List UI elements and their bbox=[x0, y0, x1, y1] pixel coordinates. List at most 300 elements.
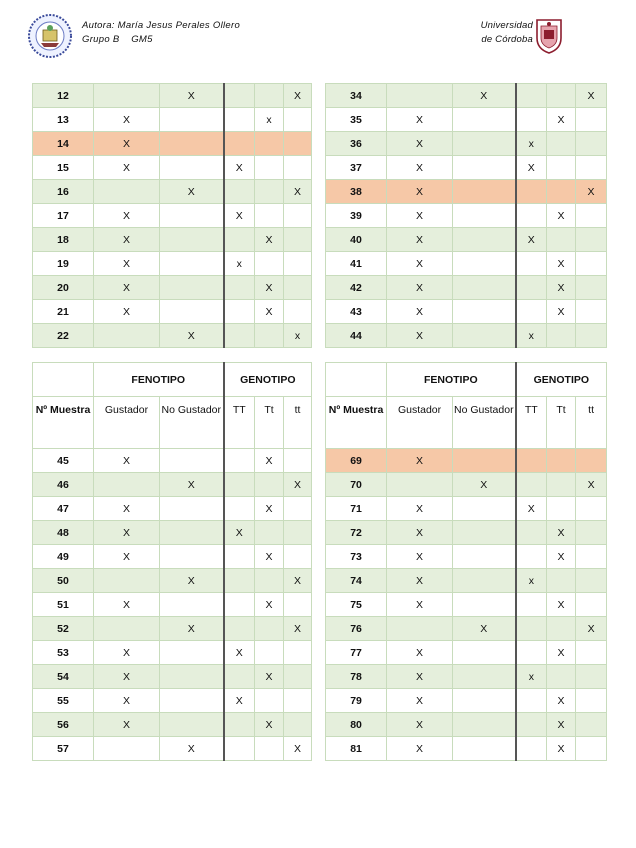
column-separator bbox=[312, 204, 326, 228]
Tt-cell: X bbox=[255, 449, 284, 473]
sample-number-cell: 70 bbox=[326, 473, 387, 497]
tt-cell bbox=[576, 276, 607, 300]
tt-cell bbox=[284, 593, 312, 617]
header-blank-cell bbox=[33, 363, 94, 397]
TT-cell: X bbox=[516, 228, 547, 252]
no-gustador-cell: X bbox=[160, 473, 224, 497]
TT-cell: x bbox=[516, 132, 547, 156]
col-header-TT: TT bbox=[224, 397, 255, 449]
col-header-gustador: Gustador bbox=[94, 397, 160, 449]
gustador-cell bbox=[94, 84, 160, 108]
tt-cell: X bbox=[284, 617, 312, 641]
gustador-cell: X bbox=[94, 300, 160, 324]
tt-cell bbox=[284, 228, 312, 252]
gustador-cell: X bbox=[94, 276, 160, 300]
no-gustador-cell: X bbox=[160, 617, 224, 641]
Tt-cell: X bbox=[547, 713, 576, 737]
sample-number-cell: 18 bbox=[33, 228, 94, 252]
no-gustador-cell bbox=[160, 228, 224, 252]
Tt-cell: X bbox=[255, 300, 284, 324]
Tt-cell: X bbox=[547, 593, 576, 617]
sample-number-cell: 72 bbox=[326, 521, 387, 545]
sample-number-cell: 40 bbox=[326, 228, 387, 252]
gustador-cell: X bbox=[94, 545, 160, 569]
gustador-cell: X bbox=[387, 228, 453, 252]
no-gustador-cell bbox=[453, 132, 516, 156]
university-line-1: Universidad bbox=[480, 20, 533, 31]
column-separator bbox=[312, 665, 326, 689]
Tt-cell bbox=[547, 180, 576, 204]
tt-cell: X bbox=[284, 473, 312, 497]
table-row bbox=[33, 300, 607, 324]
tt-cell bbox=[284, 252, 312, 276]
no-gustador-cell bbox=[453, 737, 516, 761]
Tt-cell bbox=[547, 665, 576, 689]
sample-number-cell: 49 bbox=[33, 545, 94, 569]
no-gustador-cell bbox=[453, 228, 516, 252]
school-seal-logo bbox=[27, 13, 73, 59]
university-crest-logo bbox=[535, 16, 563, 54]
gustador-cell: X bbox=[387, 276, 453, 300]
tt-cell bbox=[576, 521, 607, 545]
university-line-2: de Córdoba bbox=[481, 34, 533, 45]
no-gustador-cell bbox=[160, 156, 224, 180]
gustador-cell: X bbox=[387, 689, 453, 713]
gustador-cell bbox=[94, 737, 160, 761]
column-separator bbox=[312, 689, 326, 713]
gustador-cell bbox=[94, 569, 160, 593]
fenotipo-header: FENOTIPO bbox=[387, 363, 516, 397]
no-gustador-cell bbox=[160, 521, 224, 545]
no-gustador-cell bbox=[453, 108, 516, 132]
sample-number-cell: 13 bbox=[33, 108, 94, 132]
tt-cell bbox=[284, 300, 312, 324]
TT-cell bbox=[516, 252, 547, 276]
TT-cell: x bbox=[516, 665, 547, 689]
tt-cell bbox=[576, 252, 607, 276]
tt-cell bbox=[576, 449, 607, 473]
TT-cell: x bbox=[516, 324, 547, 348]
sample-number-cell: 15 bbox=[33, 156, 94, 180]
gustador-cell: X bbox=[387, 449, 453, 473]
tt-cell bbox=[576, 108, 607, 132]
TT-cell bbox=[516, 180, 547, 204]
no-gustador-cell bbox=[453, 252, 516, 276]
sample-number-cell: 41 bbox=[326, 252, 387, 276]
tt-cell bbox=[576, 156, 607, 180]
TT-cell bbox=[516, 108, 547, 132]
TT-cell bbox=[224, 228, 255, 252]
no-gustador-cell bbox=[160, 252, 224, 276]
sample-number-cell: 45 bbox=[33, 449, 94, 473]
gustador-cell: X bbox=[94, 132, 160, 156]
sample-number-cell: 69 bbox=[326, 449, 387, 473]
TT-cell bbox=[516, 449, 547, 473]
gustador-cell: X bbox=[387, 252, 453, 276]
sample-number-cell: 79 bbox=[326, 689, 387, 713]
genotipo-header: GENOTIPO bbox=[516, 363, 607, 397]
gustador-cell: X bbox=[387, 204, 453, 228]
Tt-cell: x bbox=[255, 108, 284, 132]
no-gustador-cell bbox=[160, 300, 224, 324]
Tt-cell bbox=[547, 569, 576, 593]
gustador-cell: X bbox=[94, 497, 160, 521]
gustador-cell: X bbox=[94, 156, 160, 180]
table-row bbox=[33, 713, 607, 737]
tt-cell bbox=[284, 156, 312, 180]
TT-cell bbox=[516, 593, 547, 617]
table-row bbox=[33, 132, 607, 156]
Tt-cell: X bbox=[547, 204, 576, 228]
tt-cell: X bbox=[284, 569, 312, 593]
TT-cell bbox=[224, 665, 255, 689]
no-gustador-cell bbox=[160, 713, 224, 737]
Tt-cell bbox=[547, 156, 576, 180]
TT-cell bbox=[224, 84, 255, 108]
column-separator bbox=[312, 569, 326, 593]
table-row bbox=[33, 521, 607, 545]
table-row bbox=[33, 449, 607, 473]
sample-number-cell: 37 bbox=[326, 156, 387, 180]
table-row bbox=[33, 665, 607, 689]
TT-cell bbox=[516, 545, 547, 569]
TT-cell bbox=[224, 497, 255, 521]
sample-number-cell: 43 bbox=[326, 300, 387, 324]
tt-cell bbox=[284, 108, 312, 132]
Tt-cell: X bbox=[255, 713, 284, 737]
col-header-no-gustador: No Gustador bbox=[160, 397, 224, 449]
col-header-tt: tt bbox=[576, 397, 607, 449]
TT-cell bbox=[224, 617, 255, 641]
gustador-cell bbox=[94, 180, 160, 204]
sample-number-cell: 42 bbox=[326, 276, 387, 300]
column-separator bbox=[312, 641, 326, 665]
sample-number-cell: 50 bbox=[33, 569, 94, 593]
no-gustador-cell bbox=[160, 132, 224, 156]
TT-cell: X bbox=[516, 497, 547, 521]
tt-cell: X bbox=[576, 473, 607, 497]
column-separator bbox=[312, 737, 326, 761]
TT-cell bbox=[224, 108, 255, 132]
Tt-cell bbox=[255, 521, 284, 545]
TT-cell bbox=[516, 276, 547, 300]
column-separator bbox=[312, 497, 326, 521]
TT-cell bbox=[224, 713, 255, 737]
Tt-cell: X bbox=[255, 497, 284, 521]
column-separator bbox=[312, 180, 326, 204]
fenotipo-header: FENOTIPO bbox=[94, 363, 224, 397]
sample-number-cell: 21 bbox=[33, 300, 94, 324]
tt-cell: X bbox=[284, 737, 312, 761]
no-gustador-cell: X bbox=[160, 84, 224, 108]
TT-cell: x bbox=[516, 569, 547, 593]
sample-number-cell: 76 bbox=[326, 617, 387, 641]
gustador-cell: X bbox=[94, 641, 160, 665]
no-gustador-cell bbox=[160, 204, 224, 228]
sample-number-cell: 38 bbox=[326, 180, 387, 204]
university-name bbox=[481, 19, 533, 47]
Tt-cell: X bbox=[547, 108, 576, 132]
gustador-cell bbox=[94, 324, 160, 348]
Tt-cell: X bbox=[547, 737, 576, 761]
gustador-cell: X bbox=[387, 156, 453, 180]
tt-cell bbox=[576, 713, 607, 737]
gustador-cell: X bbox=[387, 180, 453, 204]
sample-number-cell: 54 bbox=[33, 665, 94, 689]
no-gustador-cell bbox=[453, 665, 516, 689]
Tt-cell bbox=[255, 132, 284, 156]
tt-cell bbox=[284, 713, 312, 737]
col-header-Tt: Tt bbox=[547, 397, 576, 449]
TT-cell bbox=[516, 204, 547, 228]
no-gustador-cell bbox=[453, 521, 516, 545]
gustador-cell: X bbox=[387, 497, 453, 521]
TT-cell bbox=[224, 276, 255, 300]
Tt-cell bbox=[547, 132, 576, 156]
sample-number-cell: 73 bbox=[326, 545, 387, 569]
sample-number-cell: 80 bbox=[326, 713, 387, 737]
Tt-cell: X bbox=[547, 252, 576, 276]
sample-number-cell: 81 bbox=[326, 737, 387, 761]
gustador-cell bbox=[387, 617, 453, 641]
tt-cell bbox=[284, 204, 312, 228]
column-separator bbox=[312, 252, 326, 276]
column-separator bbox=[312, 300, 326, 324]
col-header-sample-number: Nº Muestra bbox=[326, 397, 387, 449]
TT-cell: X bbox=[224, 204, 255, 228]
no-gustador-cell bbox=[160, 665, 224, 689]
gustador-cell: X bbox=[94, 204, 160, 228]
TT-cell bbox=[224, 545, 255, 569]
no-gustador-cell bbox=[453, 324, 516, 348]
Tt-cell bbox=[255, 180, 284, 204]
Tt-cell bbox=[547, 497, 576, 521]
tt-cell: X bbox=[576, 180, 607, 204]
tt-cell bbox=[576, 545, 607, 569]
Tt-cell bbox=[255, 641, 284, 665]
gustador-cell: X bbox=[94, 228, 160, 252]
sample-number-cell: 53 bbox=[33, 641, 94, 665]
no-gustador-cell bbox=[453, 593, 516, 617]
no-gustador-cell bbox=[453, 497, 516, 521]
author-name: Autora: María Jesus Perales Ollero bbox=[82, 20, 241, 31]
sample-number-cell: 14 bbox=[33, 132, 94, 156]
no-gustador-cell bbox=[160, 593, 224, 617]
column-separator bbox=[312, 593, 326, 617]
table-row bbox=[33, 252, 607, 276]
gustador-cell: X bbox=[387, 593, 453, 617]
gustador-cell: X bbox=[94, 521, 160, 545]
Tt-cell bbox=[547, 324, 576, 348]
gustador-cell: X bbox=[387, 324, 453, 348]
sample-number-cell: 57 bbox=[33, 737, 94, 761]
sample-number-cell: 78 bbox=[326, 665, 387, 689]
samples-table-1 bbox=[32, 83, 607, 348]
no-gustador-cell bbox=[453, 641, 516, 665]
TT-cell bbox=[516, 641, 547, 665]
Tt-cell: X bbox=[255, 545, 284, 569]
column-separator bbox=[312, 363, 326, 397]
column-separator bbox=[312, 276, 326, 300]
TT-cell bbox=[224, 132, 255, 156]
column-separator bbox=[312, 449, 326, 473]
Tt-cell: X bbox=[255, 276, 284, 300]
tt-cell bbox=[576, 497, 607, 521]
Tt-cell: X bbox=[547, 521, 576, 545]
Tt-cell bbox=[255, 84, 284, 108]
gustador-cell: X bbox=[94, 252, 160, 276]
no-gustador-cell: X bbox=[160, 569, 224, 593]
Tt-cell: X bbox=[547, 300, 576, 324]
col-header-no-gustador: No Gustador bbox=[453, 397, 516, 449]
sample-number-cell: 35 bbox=[326, 108, 387, 132]
Tt-cell: X bbox=[547, 689, 576, 713]
TT-cell bbox=[516, 300, 547, 324]
gustador-cell: X bbox=[387, 569, 453, 593]
no-gustador-cell bbox=[453, 713, 516, 737]
TT-cell: X bbox=[224, 521, 255, 545]
group-label: Grupo B GM5 bbox=[82, 34, 153, 45]
sample-number-cell: 51 bbox=[33, 593, 94, 617]
sample-number-cell: 12 bbox=[33, 84, 94, 108]
Tt-cell bbox=[547, 473, 576, 497]
table-row bbox=[33, 84, 607, 108]
tt-cell bbox=[576, 324, 607, 348]
Tt-cell bbox=[255, 689, 284, 713]
sample-number-cell: 17 bbox=[33, 204, 94, 228]
col-header-Tt: Tt bbox=[255, 397, 284, 449]
tt-cell: X bbox=[284, 84, 312, 108]
genotipo-header: GENOTIPO bbox=[224, 363, 312, 397]
sample-number-cell: 46 bbox=[33, 473, 94, 497]
tt-cell: X bbox=[576, 617, 607, 641]
table-row bbox=[33, 545, 607, 569]
tt-cell bbox=[284, 449, 312, 473]
no-gustador-cell: X bbox=[160, 737, 224, 761]
Tt-cell bbox=[255, 156, 284, 180]
Tt-cell bbox=[547, 84, 576, 108]
tt-cell: x bbox=[284, 324, 312, 348]
tt-cell bbox=[576, 204, 607, 228]
table-column-header-row bbox=[33, 397, 607, 449]
no-gustador-cell: X bbox=[453, 617, 516, 641]
col-header-TT: TT bbox=[516, 397, 547, 449]
sample-number-cell: 52 bbox=[33, 617, 94, 641]
TT-cell: X bbox=[224, 156, 255, 180]
TT-cell bbox=[516, 689, 547, 713]
no-gustador-cell: X bbox=[453, 473, 516, 497]
Tt-cell bbox=[255, 569, 284, 593]
no-gustador-cell: X bbox=[160, 324, 224, 348]
no-gustador-cell bbox=[453, 449, 516, 473]
Tt-cell: X bbox=[547, 276, 576, 300]
sample-number-cell: 75 bbox=[326, 593, 387, 617]
tt-cell bbox=[576, 593, 607, 617]
Tt-cell bbox=[255, 473, 284, 497]
no-gustador-cell bbox=[160, 449, 224, 473]
Tt-cell: X bbox=[547, 545, 576, 569]
table-row bbox=[33, 228, 607, 252]
tt-cell bbox=[284, 132, 312, 156]
column-separator bbox=[312, 156, 326, 180]
sample-number-cell: 39 bbox=[326, 204, 387, 228]
table-row bbox=[33, 108, 607, 132]
Tt-cell bbox=[255, 324, 284, 348]
Tt-cell: X bbox=[547, 641, 576, 665]
gustador-cell: X bbox=[94, 108, 160, 132]
tt-cell: X bbox=[576, 84, 607, 108]
table-row bbox=[33, 617, 607, 641]
TT-cell bbox=[224, 737, 255, 761]
gustador-cell: X bbox=[94, 713, 160, 737]
TT-cell bbox=[516, 617, 547, 641]
no-gustador-cell: X bbox=[160, 180, 224, 204]
header-blank-cell bbox=[326, 363, 387, 397]
TT-cell bbox=[224, 569, 255, 593]
tt-cell bbox=[284, 641, 312, 665]
tt-cell bbox=[284, 497, 312, 521]
tt-cell bbox=[576, 689, 607, 713]
column-separator bbox=[312, 713, 326, 737]
sample-number-cell: 44 bbox=[326, 324, 387, 348]
TT-cell bbox=[516, 713, 547, 737]
TT-cell: X bbox=[224, 641, 255, 665]
gustador-cell: X bbox=[387, 737, 453, 761]
no-gustador-cell bbox=[453, 276, 516, 300]
TT-cell bbox=[224, 593, 255, 617]
table-row bbox=[33, 473, 607, 497]
Tt-cell: X bbox=[255, 593, 284, 617]
tt-cell bbox=[284, 689, 312, 713]
table-row bbox=[33, 156, 607, 180]
no-gustador-cell bbox=[453, 300, 516, 324]
table-header-group-row bbox=[33, 363, 607, 397]
TT-cell bbox=[516, 84, 547, 108]
gustador-cell bbox=[94, 617, 160, 641]
sample-number-cell: 36 bbox=[326, 132, 387, 156]
no-gustador-cell bbox=[160, 545, 224, 569]
gustador-cell: X bbox=[387, 521, 453, 545]
column-separator bbox=[312, 545, 326, 569]
sample-number-cell: 47 bbox=[33, 497, 94, 521]
sample-number-cell: 74 bbox=[326, 569, 387, 593]
sample-number-cell: 77 bbox=[326, 641, 387, 665]
col-header-gustador: Gustador bbox=[387, 397, 453, 449]
no-gustador-cell bbox=[453, 156, 516, 180]
tt-cell bbox=[576, 641, 607, 665]
Tt-cell bbox=[255, 737, 284, 761]
tt-cell bbox=[576, 228, 607, 252]
gustador-cell: X bbox=[94, 593, 160, 617]
Tt-cell bbox=[255, 617, 284, 641]
TT-cell bbox=[224, 473, 255, 497]
TT-cell bbox=[516, 737, 547, 761]
no-gustador-cell bbox=[453, 545, 516, 569]
gustador-cell: X bbox=[387, 641, 453, 665]
Tt-cell bbox=[547, 449, 576, 473]
tt-cell bbox=[576, 737, 607, 761]
gustador-cell: X bbox=[387, 713, 453, 737]
author-info bbox=[82, 19, 240, 47]
no-gustador-cell bbox=[160, 497, 224, 521]
tt-cell bbox=[284, 545, 312, 569]
sample-number-cell: 16 bbox=[33, 180, 94, 204]
sample-number-cell: 48 bbox=[33, 521, 94, 545]
column-separator bbox=[312, 324, 326, 348]
tt-cell bbox=[284, 665, 312, 689]
gustador-cell: X bbox=[387, 108, 453, 132]
no-gustador-cell bbox=[453, 569, 516, 593]
